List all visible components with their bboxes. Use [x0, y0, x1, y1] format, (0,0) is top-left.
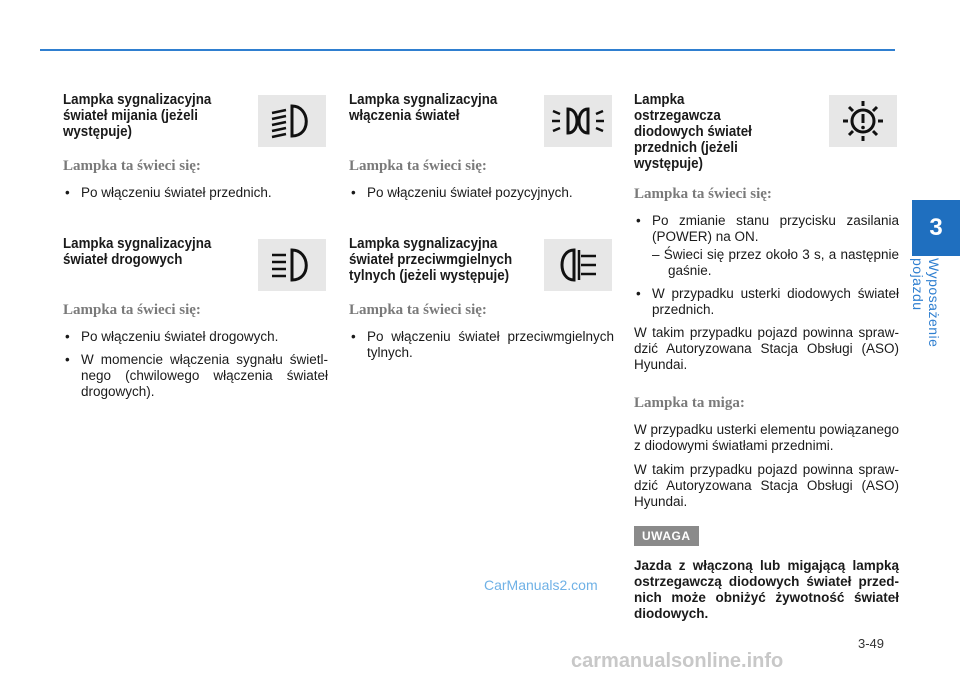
list-item: • Po włączeniu świateł przeciwmgielnych tylnych.	[349, 329, 614, 361]
power-button-bullet: Po zmianie stanu przycisku zasilania (POWER) na ON.	[652, 213, 899, 244]
led-warning-heading: Lampka ostrzegawcza diodowych świateł przednich (jeżeli występuje)	[634, 92, 752, 172]
led-warning-subheading-on: Lampka ta świeci się:	[634, 186, 772, 202]
led-warning-subheading-blink: Lampka ta miga:	[634, 395, 745, 411]
online-watermark: carmanualsonline.info	[571, 650, 784, 672]
list-item: • Po włączeniu świateł drogowych.	[63, 329, 328, 345]
dash-item: – Świeci się przez około 3 s, a następnie gaśnie.	[652, 247, 899, 278]
position-lights-icon	[544, 95, 612, 147]
low-beam-heading: Lampka sygnalizacyjna świateł mijania (jeżeli występuje)	[63, 92, 212, 140]
list-item: • Po włączeniu świateł przednich.	[63, 185, 328, 201]
high-beam-heading: Lampka sygnalizacyjna świateł drogowych	[63, 236, 212, 268]
rear-fog-heading-block	[349, 236, 614, 288]
high-beam-icon	[258, 239, 326, 291]
rear-fog-heading: Lampka sygnalizacyjna świateł przeciwmgielnych tylnych (jeżeli występuje)	[349, 236, 513, 284]
list-item: • W momencie włączenia sygnału świetl-nego (chwilowego włączenia świateł drogowych).	[63, 352, 328, 400]
high-beam-subheading: Lampka ta świeci się:	[63, 302, 201, 318]
low-beam-bullets	[63, 185, 328, 201]
carmanuals-watermark: CarManuals2.com	[484, 577, 598, 593]
column-1	[63, 92, 328, 407]
low-beam-icon	[258, 95, 326, 147]
warning-badge: UWAGA	[634, 526, 699, 546]
position-lights-heading-block	[349, 92, 614, 144]
led-warning-heading-block	[634, 92, 899, 172]
blink-paragraph: W przypadku usterki elementu powiązanego z diodowymi światłami przednimi.	[634, 422, 899, 453]
service-paragraph-2: W takim przypadku pojazd powinna spraw-dzić Autoryzowana Stacja Obsługi (ASO) Hyundai.	[634, 462, 899, 509]
list-item: • W przypadku usterki diodowych świateł przednich.	[634, 286, 899, 318]
high-beam-bullets	[63, 329, 328, 400]
position-lights-heading: Lampka sygnalizacyjna włączenia świateł	[349, 92, 498, 124]
high-beam-heading-block	[63, 236, 328, 288]
rear-fog-bullets	[349, 329, 614, 361]
page-number: 3-49	[858, 636, 885, 651]
chapter-tab: 3	[912, 200, 960, 256]
led-headlamp-warning-icon	[829, 95, 897, 147]
column-3	[634, 92, 899, 622]
rear-fog-light-icon	[544, 239, 612, 291]
rear-fog-subheading: Lampka ta świeci się:	[349, 302, 487, 318]
low-beam-heading-block	[63, 92, 328, 144]
list-item	[634, 213, 899, 279]
chapter-title: Wyposażenie pojazdu	[910, 258, 942, 348]
top-rule	[40, 49, 895, 51]
led-warning-bullets	[634, 213, 899, 318]
position-lights-bullets	[349, 185, 614, 201]
service-paragraph-1: W takim przypadku pojazd powinna spraw-dzić Autoryzowana Stacja Obsługi (ASO) Hyundai.	[634, 325, 899, 372]
list-item: • Po włączeniu świateł pozycyjnych.	[349, 185, 614, 201]
column-2	[349, 92, 614, 368]
position-lights-subheading: Lampka ta świeci się:	[349, 158, 487, 174]
warning-text: Jazda z włączoną lub migającą lampką ostrzegawczą diodowych świateł przed-nich może obniżyć żywotność świateł diodowych.	[634, 558, 899, 621]
low-beam-subheading: Lampka ta świeci się:	[63, 158, 201, 174]
